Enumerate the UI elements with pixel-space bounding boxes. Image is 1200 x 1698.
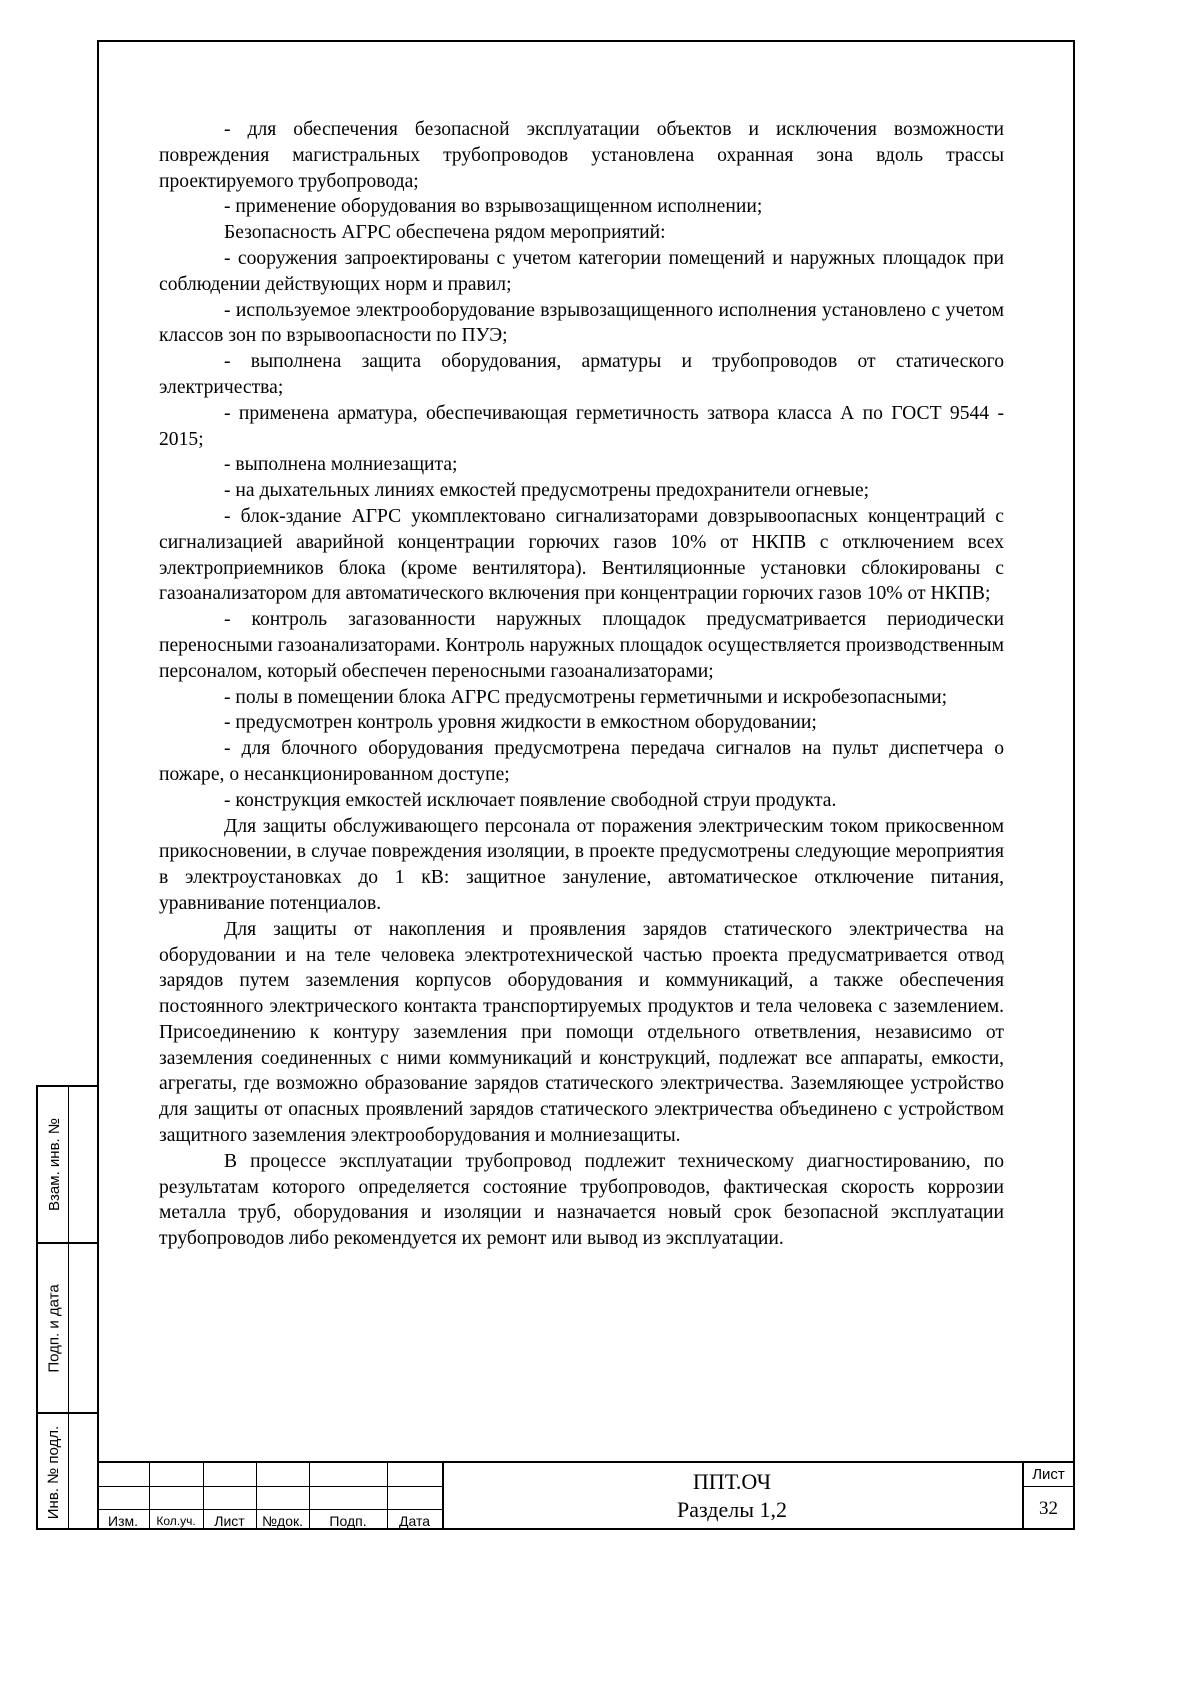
title-block [97,1461,1075,1530]
paragraph: - на дыхательных линиях емкостей предусмотрены предохранители огневые; [224,480,870,502]
paragraph: Для защиты обслуживающего персонала от поражения электрическим током прикосвенном прикосновении, в случае повреждения изоляции, в проекте предусмотрены следующие мероприятия в электроустановках до 1 кВ: защитное зануление, автоматическое отключение питания, уравнивание потенциалов. [159,815,1004,914]
sheet-number: 32 [1039,1497,1058,1519]
paragraph: - контроль загазованности наружных площадок предусматривается периодически переносными газоанализаторами. Контроль наружных площадок осуществляется производственным персоналом, который обеспечен переносными газоанализаторами; [159,609,1004,682]
paragraph: - для обеспечения безопасной эксплуатации объектов и исключения возможности повреждения магистральных трубопроводов установлена охранная зона вдоль трассы проектируемого трубопровода; [159,119,1004,192]
col-kol-uch: Кол.уч. [156,1513,196,1528]
document-body [159,117,1004,1252]
paragraph: - конструкция емкостей исключает появление свободной струи продукта. [224,789,837,811]
side-cell-vzam-inv [38,1087,97,1244]
paragraph: - для блочного оборудования предусмотрена передача сигналов на пульт диспетчера о пожаре, о несанкционированном доступе; [159,738,1004,785]
col-data: Дата [398,1512,430,1529]
paragraph: Для защиты от накопления и проявления зарядов статического электричества на оборудовании и на теле человека электротехнической частью проекта предусматривается отвод зарядов путем заземления корпусов оборудования и коммуникаций, а также обеспечения постоянного электрического контакта транспортируемых продуктов и тела человека с заземлением. Присоединению к контуру заземления при помощи отдельного ответвления, независимо от заземления соединенных с ними коммуникаций и конструкций, подлежат все аппараты, емкости, агрегаты, где возможно образование зарядов статического электричества. Заземляющее устройство для защиты от опасных проявлений зарядов статического электричества объединено с устройством защитного заземления электрооборудования и молниезащиты. [159,918,1004,1147]
paragraph: - выполнена защита оборудования, арматуры и трубопроводов от статического электричества; [159,351,1004,398]
paragraph: Безопасность АГРС обеспечена рядом мероприятий: [224,222,666,244]
col-nodok: №док. [262,1512,303,1529]
col-list: Лист [214,1512,245,1529]
side-label-vzam-inv: Взам. инв. № [45,1118,63,1211]
paragraph: - блок-здание АГРС укомплектовано сигнализаторами довзрывоопасных концентраций с сигнализацией аварийной концентрации горючих газов 10% от НКПВ с отключением всех электроприемников блока (кроме вентилятора). Вентиляционные установки сблокированы с газоанализатором для автоматического включения при концентрации горючих газов 10% от НКПВ; [159,505,1004,605]
side-cell-inv-podl [38,1414,97,1530]
paragraph: - сооружения запроектированы с учетом категории помещений и наружных площадок при соблюдении действующих норм и правил; [159,247,1004,295]
paragraph: - предусмотрен контроль уровня жидкости в емкостном оборудовании; [224,712,817,734]
side-stamp [36,1085,97,1530]
col-podp: Подп. [329,1512,367,1529]
side-cell-podp-data [38,1244,97,1414]
side-label-inv-podl: Инв. № подл. [45,1425,63,1519]
side-label-podp-data: Подп. и дата [45,1283,63,1373]
col-izm: Изм. [108,1512,138,1529]
paragraph: - полы в помещении блока АГРС предусмотрены герметичными и искробезопасными; [224,686,948,708]
paragraph: - применение оборудования во взрывозащищенном исполнении; [224,196,763,218]
paragraph: - применена арматура, обеспечивающая герметичность затвора класса А по ГОСТ 9544 - 2015; [159,402,1004,450]
paragraph: В процессе эксплуатации трубопровод подлежит техническому диагностированию, по результатам которого определяется состояние трубопроводов, фактическая скорость коррозии металла труб, оборудования и изоляции и назначается новый срок безопасной эксплуатации трубопроводов либо рекомендуется их ремонт или вывод из эксплуатации. [159,1150,1004,1250]
paragraph: - используемое электрооборудование взрывозащищенного исполнения установлено с учетом классов зон по взрывоопасности по ПУЭ; [159,299,1004,347]
paragraph: - выполнена молниезащита; [224,454,458,476]
sheet-label: Лист [1022,1463,1075,1487]
document-section: Разделы 1,2 [676,1497,787,1522]
document-code: ППТ.ОЧ [692,1469,772,1494]
